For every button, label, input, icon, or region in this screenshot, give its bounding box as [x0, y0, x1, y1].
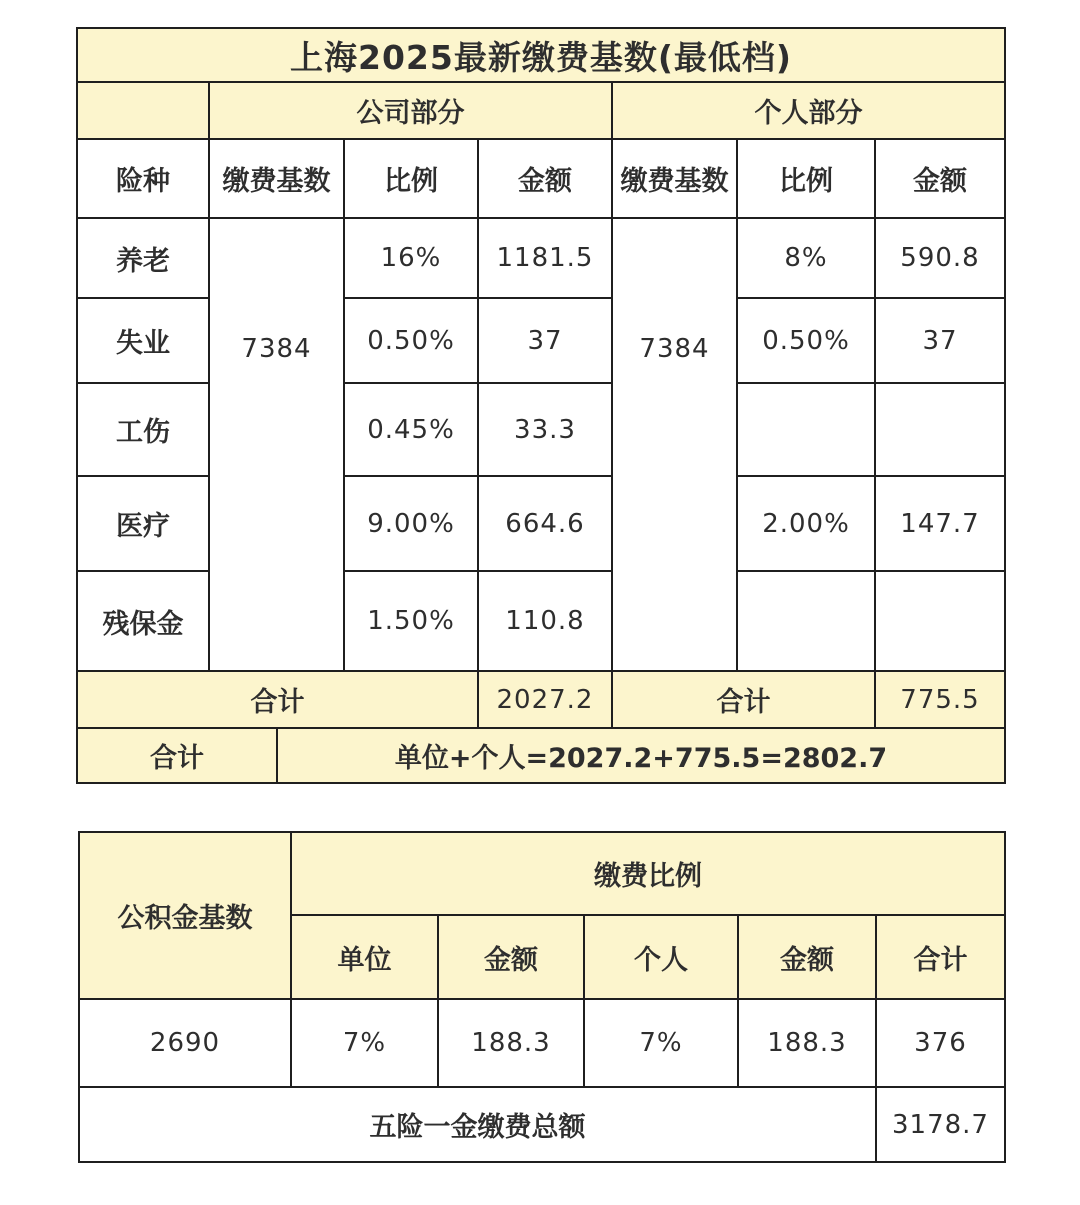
personal-ratio	[737, 383, 875, 476]
insurance-type: 失业	[77, 298, 209, 383]
insurance-type: 残保金	[77, 571, 209, 671]
col-header-company-ratio: 比例	[344, 139, 478, 218]
company-ratio: 16%	[344, 218, 478, 298]
company-amount: 37	[478, 298, 612, 383]
personal-ratio: 8%	[737, 218, 875, 298]
col-header-type: 险种	[77, 139, 209, 218]
grand-total-formula: 单位+个人=2027.2+775.5=2802.7	[277, 728, 1005, 783]
personal-amount	[875, 383, 1005, 476]
fund-total-value: 376	[876, 999, 1005, 1087]
personal-amount: 590.8	[875, 218, 1005, 298]
company-base-value: 7384	[209, 218, 344, 671]
company-ratio: 9.00%	[344, 476, 478, 571]
housing-fund-table	[78, 831, 1006, 1163]
personal-subtotal-label: 合计	[612, 671, 875, 728]
personal-base-value: 7384	[612, 218, 737, 671]
insurance-type: 医疗	[77, 476, 209, 571]
company-amount: 110.8	[478, 571, 612, 671]
personal-ratio: 2.00%	[737, 476, 875, 571]
insurance-type: 养老	[77, 218, 209, 298]
header-blank-cell	[77, 82, 209, 139]
company-subtotal-value: 2027.2	[478, 671, 612, 728]
col-header-company-base: 缴费基数	[209, 139, 344, 218]
company-subtotal-label: 合计	[77, 671, 478, 728]
personal-section-header: 个人部分	[612, 82, 1005, 139]
fund-col-unit-amount: 金额	[438, 915, 584, 999]
overall-total-label: 五险一金缴费总额	[79, 1087, 876, 1162]
personal-amount: 147.7	[875, 476, 1005, 571]
personal-subtotal-value: 775.5	[875, 671, 1005, 728]
personal-amount: 37	[875, 298, 1005, 383]
col-header-company-amount: 金额	[478, 139, 612, 218]
fund-col-personal-amount: 金额	[738, 915, 876, 999]
table-row	[77, 218, 1005, 298]
company-ratio: 0.45%	[344, 383, 478, 476]
company-amount: 1181.5	[478, 218, 612, 298]
fund-ratio-header: 缴费比例	[291, 832, 1005, 915]
grand-total-label: 合计	[77, 728, 277, 783]
fund-personal-ratio: 7%	[584, 999, 738, 1087]
social-insurance-table	[76, 27, 1006, 784]
fund-base-value: 2690	[79, 999, 291, 1087]
personal-amount	[875, 571, 1005, 671]
company-amount: 33.3	[478, 383, 612, 476]
fund-unit-amount: 188.3	[438, 999, 584, 1087]
col-header-personal-base: 缴费基数	[612, 139, 737, 218]
fund-col-total: 合计	[876, 915, 1005, 999]
personal-ratio	[737, 571, 875, 671]
fund-col-unit: 单位	[291, 915, 438, 999]
personal-ratio: 0.50%	[737, 298, 875, 383]
overall-total-value: 3178.7	[876, 1087, 1005, 1162]
company-ratio: 0.50%	[344, 298, 478, 383]
fund-base-label: 公积金基数	[79, 832, 291, 999]
company-amount: 664.6	[478, 476, 612, 571]
table-title: 上海2025最新缴费基数(最低档)	[77, 28, 1005, 82]
company-section-header: 公司部分	[209, 82, 612, 139]
col-header-personal-ratio: 比例	[737, 139, 875, 218]
insurance-type: 工伤	[77, 383, 209, 476]
table-row	[79, 999, 1005, 1087]
company-ratio: 1.50%	[344, 571, 478, 671]
fund-unit-ratio: 7%	[291, 999, 438, 1087]
fund-col-personal: 个人	[584, 915, 738, 999]
fund-personal-amount: 188.3	[738, 999, 876, 1087]
col-header-personal-amount: 金额	[875, 139, 1005, 218]
